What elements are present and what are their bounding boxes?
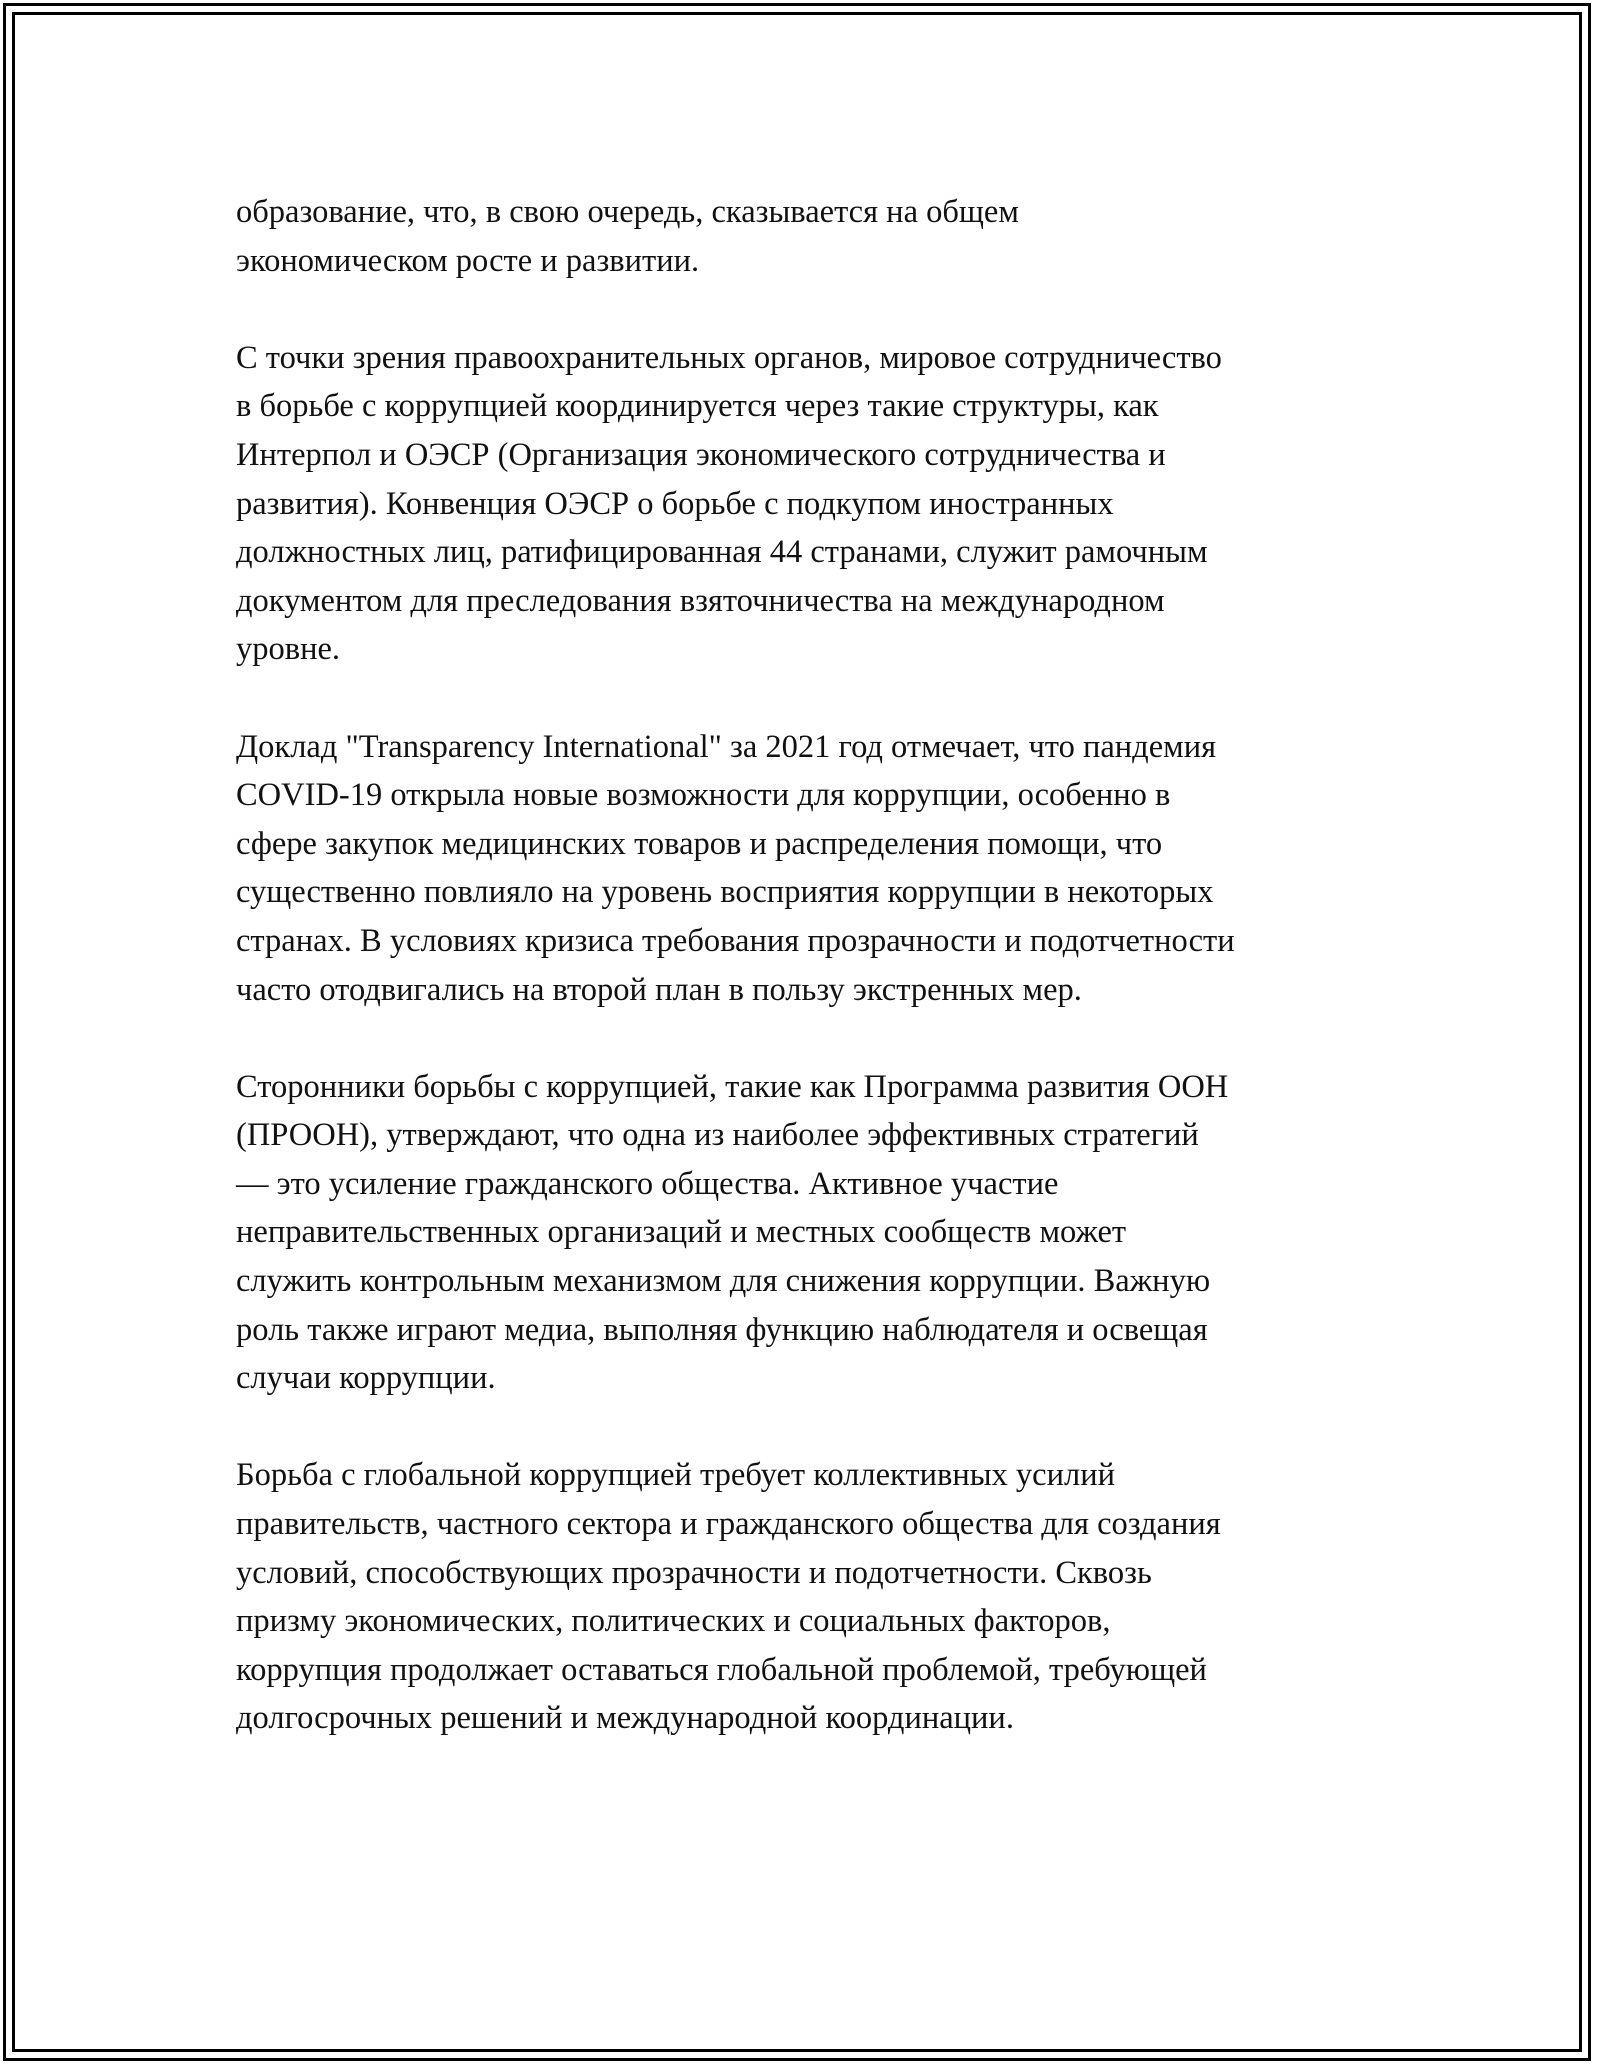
paragraph-2: С точки зрения правоохранительных органов, мировое сотрудничество в борьбе с коррупцией координируется через такие структуры, как Интерпол и ОЭСР (Организация экономического сотрудничества и развития). Конвенция ОЭСР о борьбе с подкупом иностранных должностных лиц, ратифицированная 44 странами, служит рамочным документом для преследования взяточничества на международном уровне.: [236, 339, 1222, 668]
document-body: [236, 188, 1396, 1792]
paragraph-3: Доклад "Transparency International" за 2021 год отмечает, что пандемия COVID-19 открыла новые возможности для коррупции, особенно в сфере закупок медицинских товаров и распределения помощи, что существенно повлияло на уровень восприятия коррупции в некоторых странах. В условиях кризиса требования прозрачности и подотчетности часто отодвигались на второй план в пользу экстренных мер.: [236, 728, 1235, 1008]
paragraph-4: Сторонники борьбы с коррупцией, такие как Программа развития ООН (ПРООН), утверждают, что одна из наиболее эффективных стратегий — это усиление гражданского общества. Активное участие неправительственных организаций и местных сообществ может служить контрольным механизмом для снижения коррупции. Важную роль также играют медиа, выполняя функцию наблюдателя и освещая случаи коррупции.: [236, 1068, 1229, 1397]
paragraph-1: образование, что, в свою очередь, сказывается на общем экономическом росте и развитии.: [236, 194, 1019, 279]
paragraph-5: Борьба с глобальной коррупцией требует коллективных усилий правительств, частного сектора и гражданского общества для создания условий, способствующих прозрачности и подотчетности. Сквозь призму экономических, политических и социальных факторов, коррупция продолжает оставаться глобальной проблемой, требующей долгосрочных решений и международной координации.: [236, 1457, 1221, 1737]
